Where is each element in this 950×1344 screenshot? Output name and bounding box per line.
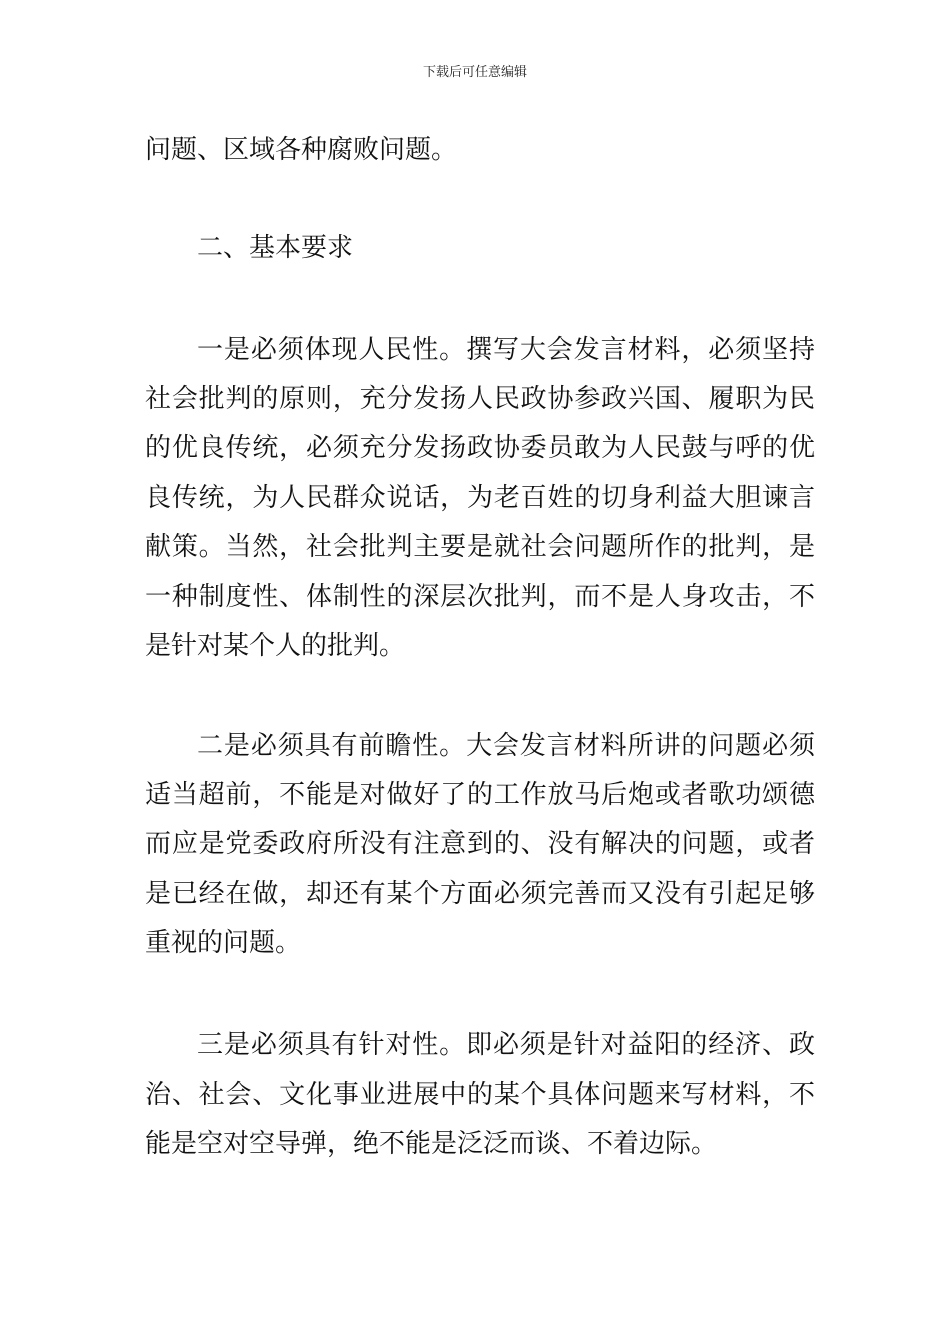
- paragraph-line: 治、社会、文化事业进展中的某个具体问题来写材料，不: [145, 1080, 815, 1110]
- paragraph-line: 的优良传统，必须充分发扬政协委员敢为人民鼓与呼的优: [145, 433, 815, 463]
- paragraph-line: 适当超前，不能是对做好了的工作放马后炮或者歌功颂德: [145, 780, 815, 810]
- paragraph-line: 献策。当然，社会批判主要是就社会问题所作的批判，是: [145, 532, 815, 562]
- paragraph-line: 重视的问题。: [145, 928, 302, 958]
- paragraph-line: 问题、区域各种腐败问题。: [145, 135, 458, 165]
- paragraph-line: 一种制度性、体制性的深层次批判，而不是人身攻击，不: [145, 582, 815, 612]
- paragraph-line: 而应是党委政府所没有注意到的、没有解决的问题，或者: [145, 829, 815, 859]
- page-header: 下载后可任意编辑: [422, 65, 527, 80]
- paragraph-line: 三是必须具有针对性。即必须是针对益阳的经济、政: [197, 1030, 815, 1060]
- paragraph-line: 是针对某个人的批判。: [145, 631, 406, 661]
- paragraph-line: 社会批判的原则，充分发扬人民政协参政兴国、履职为民: [145, 384, 815, 414]
- paragraph-line: 良传统，为人民群众说话，为老百姓的切身利益大胆谏言: [145, 483, 815, 513]
- paragraph-line: 是已经在做，却还有某个方面必须完善而又没有引起足够: [145, 879, 815, 909]
- paragraph-line: 一是必须体现人民性。撰写大会发言材料，必须坚持: [197, 335, 815, 365]
- section-heading: 二、基本要求: [197, 233, 354, 263]
- paragraph-line: 能是空对空导弹，绝不能是泛泛而谈、不着边际。: [145, 1129, 718, 1159]
- paragraph-line: 二是必须具有前瞻性。大会发言材料所讲的问题必须: [197, 731, 815, 761]
